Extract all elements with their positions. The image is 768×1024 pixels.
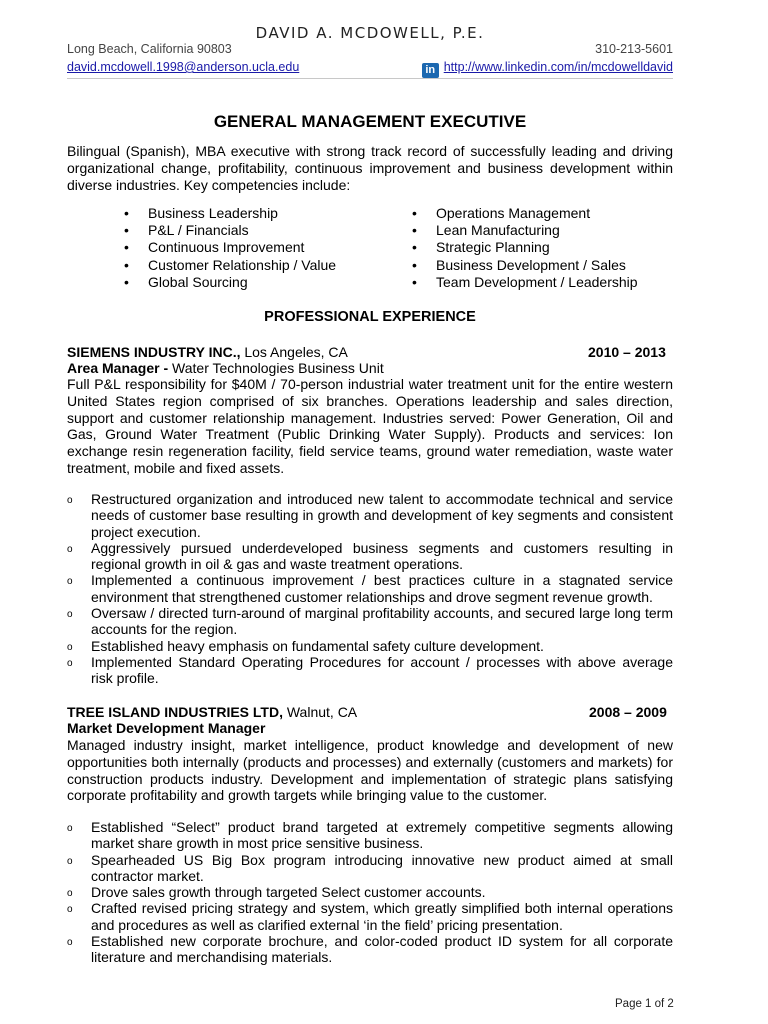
list-item: o Implemented Standard Operating Procedures for account / processes with above average risk profile.	[67, 654, 673, 687]
page-number: Page 1 of 2	[615, 998, 674, 1010]
competency-item: • Lean Manufacturing	[412, 222, 638, 239]
competency-item: • Continuous Improvement	[124, 239, 336, 256]
job-1-bullets	[67, 491, 673, 687]
contact-row-2	[67, 60, 673, 74]
job-2-title-line	[67, 720, 673, 736]
job-2-header	[67, 704, 673, 720]
job-1-company: SIEMENS INDUSTRY INC.,	[67, 344, 241, 360]
competency-item: • Team Development / Leadership	[412, 274, 638, 291]
summary-paragraph: Bilingual (Spanish), MBA executive with strong track record of successfully leading and driving organizational change, profitability, continuous improvement and business development within diverse industries. Key competencies include:	[67, 143, 673, 193]
job-1-description: Full P&L responsibility for $40M / 70-person industrial water treatment unit for the entire western United States region comprised of six branches. Operations leadership and sales direction, support and customer relationship management. Industries served: Power Generation, Oil and Gas, Ground Water Treatment (Public Drinking Water Supply). Products and services: Ion exchange resin regeneration facility, field service teams, ground water remediation, waste water treatment, mobile and fixed assets.	[67, 376, 673, 476]
job-1-unit: Water Technologies Business Unit	[172, 360, 384, 376]
competency-item: • Strategic Planning	[412, 239, 638, 256]
list-item: o Restructured organization and introduced new talent to accommodate technical and service needs of customer base resulting in growth and development of key segments and consistent project execution.	[67, 491, 673, 540]
header-divider	[67, 78, 673, 79]
job-2-company: TREE ISLAND INDUSTRIES LTD,	[67, 704, 283, 720]
job-2-description: Managed industry insight, market intelligence, product knowledge and development of new opportunities both internally (products and processes) and externally (customers and markets) for construction products industry. Development and implementation of strategic plans satisfying corporate profitability and growth targets while bringing value to the customer.	[67, 737, 673, 804]
job-2-bullets	[67, 819, 673, 966]
job-1-header	[67, 344, 673, 360]
candidate-name: DAVID A. MCDOWELL, P.E.	[255, 24, 485, 42]
job-2-title: Market Development Manager	[67, 720, 266, 736]
competency-item: • Business Development / Sales	[412, 257, 638, 274]
list-item: o Crafted revised pricing strategy and system, which greatly simplified both internal operations and procedures as well as clarified external ‘in the field’ pricing presentation.	[67, 900, 673, 933]
list-item: o Oversaw / directed turn-around of marginal profitability accounts, and secured large long term accounts for the region.	[67, 605, 673, 638]
competencies-left	[124, 205, 336, 291]
contact-row-1	[67, 42, 673, 56]
job-2-location: Walnut, CA	[286, 704, 358, 720]
competency-item: • Global Sourcing	[124, 274, 336, 291]
list-item: o Spearheaded US Big Box program introducing innovative new product aimed at small contractor market.	[67, 852, 673, 885]
competencies-right	[412, 205, 638, 291]
job-1-location: Los Angeles, CA	[244, 344, 348, 360]
competency-item: • Business Leadership	[124, 205, 336, 222]
linkedin-group	[422, 60, 673, 78]
competency-item: • Operations Management	[412, 205, 638, 222]
list-item: o Established new corporate brochure, and color-coded product ID system for all corporate literature and merchandising materials.	[67, 933, 673, 966]
email-link[interactable]: david.mcdowell.1998@anderson.ucla.edu	[67, 60, 300, 74]
headline: GENERAL MANAGEMENT EXECUTIVE	[213, 112, 527, 131]
job-1-title-line	[67, 360, 673, 376]
list-item: o Established “Select” product brand targeted at extremely competitive segments allowing market share growth in most price sensitive business.	[67, 819, 673, 852]
list-item: o Drove sales growth through targeted Select customer accounts.	[67, 884, 673, 900]
list-item: o Aggressively pursued underdeveloped business segments and customers resulting in regional growth in oil & gas and waste treatment operations.	[67, 540, 673, 573]
job-1-title: Area Manager -	[67, 360, 169, 376]
list-item: o Established heavy emphasis on fundamental safety culture development.	[67, 638, 673, 654]
phone-text: 310-213-5601	[595, 42, 673, 56]
job-2-dates: 2008 – 2009	[589, 704, 667, 720]
experience-heading: PROFESSIONAL EXPERIENCE	[264, 309, 476, 325]
competency-item: • P&L / Financials	[124, 222, 336, 239]
job-1-dates: 2010 – 2013	[588, 344, 666, 360]
competency-item: • Customer Relationship / Value	[124, 257, 336, 274]
location-text: Long Beach, California 90803	[67, 42, 232, 56]
linkedin-link[interactable]: http://www.linkedin.com/in/mcdowelldavid	[443, 60, 673, 74]
linkedin-icon[interactable]: in	[422, 63, 439, 78]
list-item: o Implemented a continuous improvement / best practices culture in a stagnated service environment that strengthened customer relationships and drove segment revenue growth.	[67, 572, 673, 605]
